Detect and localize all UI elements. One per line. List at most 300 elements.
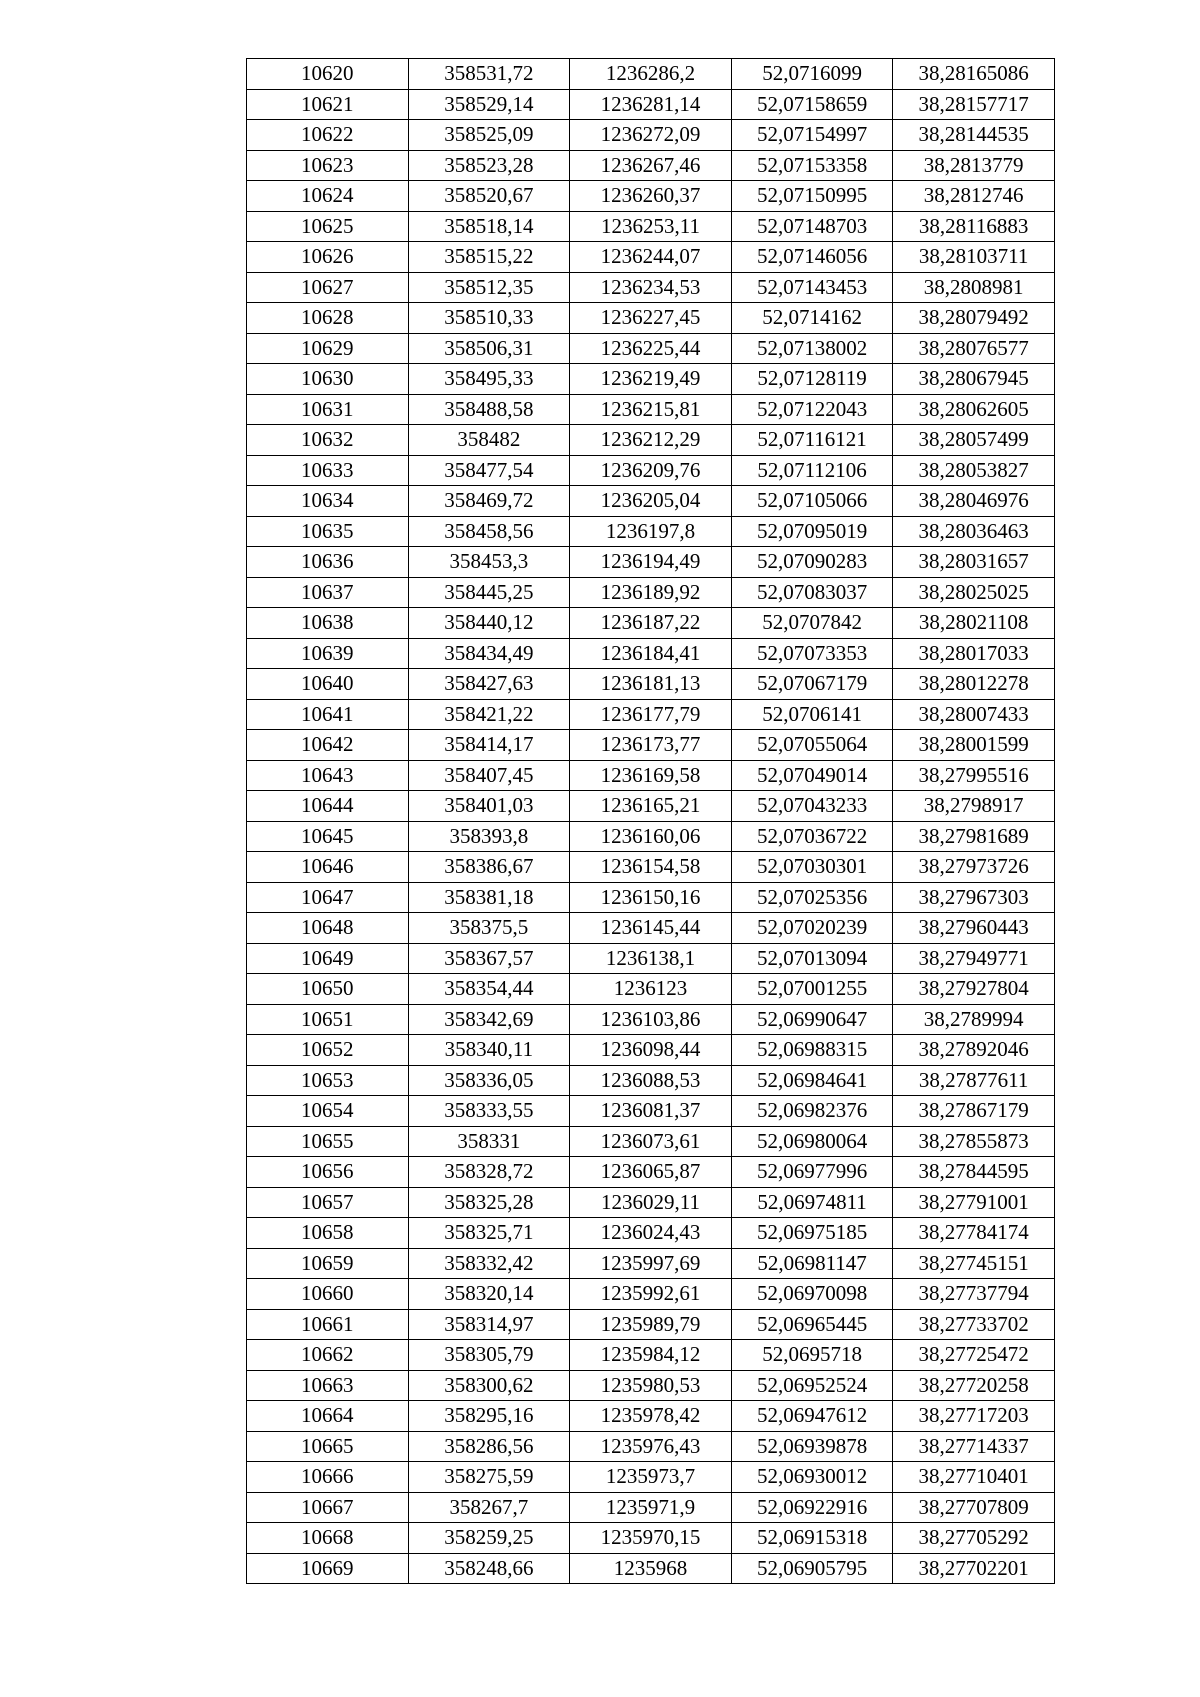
y-coordinate-cell: 1235970,15 [570, 1523, 732, 1554]
point-number-cell: 10620 [247, 59, 409, 90]
latitude-cell: 52,07049014 [731, 760, 893, 791]
y-coordinate-cell: 1236260,37 [570, 181, 732, 212]
longitude-cell: 38,27981689 [893, 821, 1055, 852]
y-coordinate-cell: 1236212,29 [570, 425, 732, 456]
longitude-cell: 38,27784174 [893, 1218, 1055, 1249]
latitude-cell: 52,07153358 [731, 150, 893, 181]
y-coordinate-cell: 1236088,53 [570, 1065, 732, 1096]
y-coordinate-cell: 1235989,79 [570, 1309, 732, 1340]
latitude-cell: 52,07146056 [731, 242, 893, 273]
latitude-cell: 52,0706141 [731, 699, 893, 730]
y-coordinate-cell: 1236073,61 [570, 1126, 732, 1157]
table-row [247, 760, 1055, 791]
latitude-cell: 52,0714162 [731, 303, 893, 334]
table-row [247, 943, 1055, 974]
x-coordinate-cell: 358453,3 [408, 547, 570, 578]
point-number-cell: 10650 [247, 974, 409, 1005]
y-coordinate-cell: 1236189,92 [570, 577, 732, 608]
y-coordinate-cell: 1236197,8 [570, 516, 732, 547]
table-row [247, 120, 1055, 151]
point-number-cell: 10652 [247, 1035, 409, 1066]
latitude-cell: 52,07158659 [731, 89, 893, 120]
point-number-cell: 10649 [247, 943, 409, 974]
longitude-cell: 38,28079492 [893, 303, 1055, 334]
y-coordinate-cell: 1236227,45 [570, 303, 732, 334]
longitude-cell: 38,2798917 [893, 791, 1055, 822]
x-coordinate-cell: 358314,97 [408, 1309, 570, 1340]
point-number-cell: 10623 [247, 150, 409, 181]
latitude-cell: 52,07154997 [731, 120, 893, 151]
x-coordinate-cell: 358333,55 [408, 1096, 570, 1127]
x-coordinate-cell: 358458,56 [408, 516, 570, 547]
point-number-cell: 10632 [247, 425, 409, 456]
table-row [247, 150, 1055, 181]
x-coordinate-cell: 358506,31 [408, 333, 570, 364]
x-coordinate-cell: 358340,11 [408, 1035, 570, 1066]
table-row [247, 1462, 1055, 1493]
x-coordinate-cell: 358518,14 [408, 211, 570, 242]
y-coordinate-cell: 1236225,44 [570, 333, 732, 364]
y-coordinate-cell: 1236209,76 [570, 455, 732, 486]
point-number-cell: 10621 [247, 89, 409, 120]
x-coordinate-cell: 358331 [408, 1126, 570, 1157]
y-coordinate-cell: 1235968 [570, 1553, 732, 1584]
latitude-cell: 52,07036722 [731, 821, 893, 852]
point-number-cell: 10634 [247, 486, 409, 517]
longitude-cell: 38,27714337 [893, 1431, 1055, 1462]
y-coordinate-cell: 1236253,11 [570, 211, 732, 242]
table-row [247, 242, 1055, 273]
y-coordinate-cell: 1236219,49 [570, 364, 732, 395]
latitude-cell: 52,0707842 [731, 608, 893, 639]
point-number-cell: 10664 [247, 1401, 409, 1432]
latitude-cell: 52,07043233 [731, 791, 893, 822]
longitude-cell: 38,28057499 [893, 425, 1055, 456]
x-coordinate-cell: 358332,42 [408, 1248, 570, 1279]
table-row [247, 1248, 1055, 1279]
latitude-cell: 52,07013094 [731, 943, 893, 974]
table-row [247, 1279, 1055, 1310]
x-coordinate-cell: 358367,57 [408, 943, 570, 974]
table-row [247, 59, 1055, 90]
point-number-cell: 10655 [247, 1126, 409, 1157]
x-coordinate-cell: 358375,5 [408, 913, 570, 944]
point-number-cell: 10665 [247, 1431, 409, 1462]
longitude-cell: 38,28157717 [893, 89, 1055, 120]
point-number-cell: 10625 [247, 211, 409, 242]
point-number-cell: 10646 [247, 852, 409, 883]
latitude-cell: 52,07116121 [731, 425, 893, 456]
point-number-cell: 10666 [247, 1462, 409, 1493]
longitude-cell: 38,28103711 [893, 242, 1055, 273]
table-row [247, 1340, 1055, 1371]
table-row [247, 791, 1055, 822]
point-number-cell: 10669 [247, 1553, 409, 1584]
y-coordinate-cell: 1236215,81 [570, 394, 732, 425]
table-row [247, 821, 1055, 852]
longitude-cell: 38,27725472 [893, 1340, 1055, 1371]
longitude-cell: 38,28025025 [893, 577, 1055, 608]
point-number-cell: 10656 [247, 1157, 409, 1188]
latitude-cell: 52,06974811 [731, 1187, 893, 1218]
table-row [247, 394, 1055, 425]
x-coordinate-cell: 358325,28 [408, 1187, 570, 1218]
longitude-cell: 38,28036463 [893, 516, 1055, 547]
latitude-cell: 52,06922916 [731, 1492, 893, 1523]
table-row [247, 181, 1055, 212]
coordinates-table [246, 58, 1055, 1584]
y-coordinate-cell: 1235992,61 [570, 1279, 732, 1310]
table-row [247, 1065, 1055, 1096]
y-coordinate-cell: 1236160,06 [570, 821, 732, 852]
x-coordinate-cell: 358320,14 [408, 1279, 570, 1310]
table-row [247, 1401, 1055, 1432]
latitude-cell: 52,06982376 [731, 1096, 893, 1127]
latitude-cell: 52,07122043 [731, 394, 893, 425]
table-row [247, 1492, 1055, 1523]
table-row [247, 516, 1055, 547]
x-coordinate-cell: 358381,18 [408, 882, 570, 913]
latitude-cell: 52,07083037 [731, 577, 893, 608]
table-row [247, 425, 1055, 456]
x-coordinate-cell: 358523,28 [408, 150, 570, 181]
point-number-cell: 10637 [247, 577, 409, 608]
longitude-cell: 38,28017033 [893, 638, 1055, 669]
x-coordinate-cell: 358515,22 [408, 242, 570, 273]
table-row [247, 1187, 1055, 1218]
longitude-cell: 38,27705292 [893, 1523, 1055, 1554]
latitude-cell: 52,07055064 [731, 730, 893, 761]
longitude-cell: 38,28031657 [893, 547, 1055, 578]
point-number-cell: 10629 [247, 333, 409, 364]
longitude-cell: 38,28067945 [893, 364, 1055, 395]
table-row [247, 1035, 1055, 1066]
x-coordinate-cell: 358495,33 [408, 364, 570, 395]
point-number-cell: 10643 [247, 760, 409, 791]
latitude-cell: 52,07105066 [731, 486, 893, 517]
table-row [247, 1431, 1055, 1462]
x-coordinate-cell: 358477,54 [408, 455, 570, 486]
point-number-cell: 10627 [247, 272, 409, 303]
x-coordinate-cell: 358414,17 [408, 730, 570, 761]
point-number-cell: 10631 [247, 394, 409, 425]
longitude-cell: 38,27877611 [893, 1065, 1055, 1096]
table-row [247, 1096, 1055, 1127]
latitude-cell: 52,07025356 [731, 882, 893, 913]
y-coordinate-cell: 1236024,43 [570, 1218, 732, 1249]
y-coordinate-cell: 1236169,58 [570, 760, 732, 791]
table-row [247, 455, 1055, 486]
x-coordinate-cell: 358393,8 [408, 821, 570, 852]
x-coordinate-cell: 358427,63 [408, 669, 570, 700]
y-coordinate-cell: 1236187,22 [570, 608, 732, 639]
table-row [247, 913, 1055, 944]
coordinates-table-body [247, 59, 1055, 1584]
latitude-cell: 52,06930012 [731, 1462, 893, 1493]
table-row [247, 669, 1055, 700]
y-coordinate-cell: 1236234,53 [570, 272, 732, 303]
point-number-cell: 10642 [247, 730, 409, 761]
latitude-cell: 52,06990647 [731, 1004, 893, 1035]
latitude-cell: 52,07148703 [731, 211, 893, 242]
point-number-cell: 10660 [247, 1279, 409, 1310]
x-coordinate-cell: 358295,16 [408, 1401, 570, 1432]
x-coordinate-cell: 358342,69 [408, 1004, 570, 1035]
table-row [247, 333, 1055, 364]
longitude-cell: 38,27973726 [893, 852, 1055, 883]
y-coordinate-cell: 1236184,41 [570, 638, 732, 669]
y-coordinate-cell: 1236181,13 [570, 669, 732, 700]
x-coordinate-cell: 358328,72 [408, 1157, 570, 1188]
latitude-cell: 52,06984641 [731, 1065, 893, 1096]
y-coordinate-cell: 1236173,77 [570, 730, 732, 761]
x-coordinate-cell: 358401,03 [408, 791, 570, 822]
latitude-cell: 52,06939878 [731, 1431, 893, 1462]
latitude-cell: 52,06981147 [731, 1248, 893, 1279]
longitude-cell: 38,27855873 [893, 1126, 1055, 1157]
point-number-cell: 10647 [247, 882, 409, 913]
x-coordinate-cell: 358305,79 [408, 1340, 570, 1371]
longitude-cell: 38,27927804 [893, 974, 1055, 1005]
x-coordinate-cell: 358275,59 [408, 1462, 570, 1493]
y-coordinate-cell: 1235973,7 [570, 1462, 732, 1493]
latitude-cell: 52,0695718 [731, 1340, 893, 1371]
longitude-cell: 38,27791001 [893, 1187, 1055, 1218]
x-coordinate-cell: 358325,71 [408, 1218, 570, 1249]
longitude-cell: 38,28076577 [893, 333, 1055, 364]
longitude-cell: 38,28116883 [893, 211, 1055, 242]
table-row [247, 1553, 1055, 1584]
table-row [247, 303, 1055, 334]
y-coordinate-cell: 1236154,58 [570, 852, 732, 883]
point-number-cell: 10633 [247, 455, 409, 486]
y-coordinate-cell: 1236065,87 [570, 1157, 732, 1188]
y-coordinate-cell: 1236098,44 [570, 1035, 732, 1066]
longitude-cell: 38,27949771 [893, 943, 1055, 974]
latitude-cell: 52,06980064 [731, 1126, 893, 1157]
table-row [247, 486, 1055, 517]
y-coordinate-cell: 1235976,43 [570, 1431, 732, 1462]
point-number-cell: 10638 [247, 608, 409, 639]
y-coordinate-cell: 1236267,46 [570, 150, 732, 181]
y-coordinate-cell: 1236123 [570, 974, 732, 1005]
y-coordinate-cell: 1235978,42 [570, 1401, 732, 1432]
longitude-cell: 38,2812746 [893, 181, 1055, 212]
point-number-cell: 10641 [247, 699, 409, 730]
x-coordinate-cell: 358300,62 [408, 1370, 570, 1401]
table-row [247, 882, 1055, 913]
latitude-cell: 52,06952524 [731, 1370, 893, 1401]
table-row [247, 1218, 1055, 1249]
latitude-cell: 52,06915318 [731, 1523, 893, 1554]
latitude-cell: 52,06975185 [731, 1218, 893, 1249]
point-number-cell: 10658 [247, 1218, 409, 1249]
table-row [247, 1370, 1055, 1401]
y-coordinate-cell: 1236286,2 [570, 59, 732, 90]
x-coordinate-cell: 358267,7 [408, 1492, 570, 1523]
latitude-cell: 52,06970098 [731, 1279, 893, 1310]
x-coordinate-cell: 358529,14 [408, 89, 570, 120]
point-number-cell: 10635 [247, 516, 409, 547]
point-number-cell: 10624 [247, 181, 409, 212]
point-number-cell: 10654 [247, 1096, 409, 1127]
latitude-cell: 52,07138002 [731, 333, 893, 364]
latitude-cell: 52,06977996 [731, 1157, 893, 1188]
point-number-cell: 10640 [247, 669, 409, 700]
point-number-cell: 10659 [247, 1248, 409, 1279]
x-coordinate-cell: 358336,05 [408, 1065, 570, 1096]
x-coordinate-cell: 358488,58 [408, 394, 570, 425]
y-coordinate-cell: 1235971,9 [570, 1492, 732, 1523]
latitude-cell: 52,07095019 [731, 516, 893, 547]
x-coordinate-cell: 358248,66 [408, 1553, 570, 1584]
latitude-cell: 52,06947612 [731, 1401, 893, 1432]
x-coordinate-cell: 358510,33 [408, 303, 570, 334]
longitude-cell: 38,27967303 [893, 882, 1055, 913]
latitude-cell: 52,07030301 [731, 852, 893, 883]
point-number-cell: 10626 [247, 242, 409, 273]
latitude-cell: 52,07090283 [731, 547, 893, 578]
point-number-cell: 10648 [247, 913, 409, 944]
point-number-cell: 10622 [247, 120, 409, 151]
longitude-cell: 38,27867179 [893, 1096, 1055, 1127]
longitude-cell: 38,27720258 [893, 1370, 1055, 1401]
y-coordinate-cell: 1236165,21 [570, 791, 732, 822]
latitude-cell: 52,07143453 [731, 272, 893, 303]
latitude-cell: 52,06988315 [731, 1035, 893, 1066]
x-coordinate-cell: 358469,72 [408, 486, 570, 517]
table-row [247, 730, 1055, 761]
table-row [247, 1004, 1055, 1035]
longitude-cell: 38,28144535 [893, 120, 1055, 151]
y-coordinate-cell: 1236244,07 [570, 242, 732, 273]
longitude-cell: 38,28021108 [893, 608, 1055, 639]
latitude-cell: 52,07150995 [731, 181, 893, 212]
y-coordinate-cell: 1236029,11 [570, 1187, 732, 1218]
latitude-cell: 52,06905795 [731, 1553, 893, 1584]
point-number-cell: 10636 [247, 547, 409, 578]
x-coordinate-cell: 358421,22 [408, 699, 570, 730]
x-coordinate-cell: 358445,25 [408, 577, 570, 608]
latitude-cell: 52,07067179 [731, 669, 893, 700]
y-coordinate-cell: 1236150,16 [570, 882, 732, 913]
latitude-cell: 52,0716099 [731, 59, 893, 90]
point-number-cell: 10645 [247, 821, 409, 852]
x-coordinate-cell: 358434,49 [408, 638, 570, 669]
x-coordinate-cell: 358531,72 [408, 59, 570, 90]
y-coordinate-cell: 1236272,09 [570, 120, 732, 151]
table-row [247, 364, 1055, 395]
y-coordinate-cell: 1236138,1 [570, 943, 732, 974]
x-coordinate-cell: 358386,67 [408, 852, 570, 883]
longitude-cell: 38,28165086 [893, 59, 1055, 90]
latitude-cell: 52,07112106 [731, 455, 893, 486]
table-row [247, 1126, 1055, 1157]
longitude-cell: 38,2808981 [893, 272, 1055, 303]
y-coordinate-cell: 1236281,14 [570, 89, 732, 120]
table-row [247, 608, 1055, 639]
longitude-cell: 38,2789994 [893, 1004, 1055, 1035]
table-row [247, 699, 1055, 730]
x-coordinate-cell: 358520,67 [408, 181, 570, 212]
table-row [247, 89, 1055, 120]
table-row [247, 1157, 1055, 1188]
y-coordinate-cell: 1236194,49 [570, 547, 732, 578]
latitude-cell: 52,07020239 [731, 913, 893, 944]
point-number-cell: 10662 [247, 1340, 409, 1371]
longitude-cell: 38,28012278 [893, 669, 1055, 700]
table-row [247, 272, 1055, 303]
longitude-cell: 38,28046976 [893, 486, 1055, 517]
longitude-cell: 38,27995516 [893, 760, 1055, 791]
x-coordinate-cell: 358407,45 [408, 760, 570, 791]
longitude-cell: 38,28001599 [893, 730, 1055, 761]
point-number-cell: 10651 [247, 1004, 409, 1035]
table-row [247, 852, 1055, 883]
table-row [247, 1523, 1055, 1554]
longitude-cell: 38,27717203 [893, 1401, 1055, 1432]
x-coordinate-cell: 358512,35 [408, 272, 570, 303]
y-coordinate-cell: 1235984,12 [570, 1340, 732, 1371]
table-row [247, 577, 1055, 608]
table-row [247, 974, 1055, 1005]
point-number-cell: 10663 [247, 1370, 409, 1401]
longitude-cell: 38,27737794 [893, 1279, 1055, 1310]
table-row [247, 638, 1055, 669]
longitude-cell: 38,27844595 [893, 1157, 1055, 1188]
point-number-cell: 10644 [247, 791, 409, 822]
longitude-cell: 38,28053827 [893, 455, 1055, 486]
point-number-cell: 10653 [247, 1065, 409, 1096]
longitude-cell: 38,27733702 [893, 1309, 1055, 1340]
table-row [247, 211, 1055, 242]
longitude-cell: 38,27892046 [893, 1035, 1055, 1066]
longitude-cell: 38,28007433 [893, 699, 1055, 730]
longitude-cell: 38,2813779 [893, 150, 1055, 181]
y-coordinate-cell: 1236205,04 [570, 486, 732, 517]
point-number-cell: 10668 [247, 1523, 409, 1554]
point-number-cell: 10667 [247, 1492, 409, 1523]
point-number-cell: 10630 [247, 364, 409, 395]
longitude-cell: 38,27960443 [893, 913, 1055, 944]
x-coordinate-cell: 358482 [408, 425, 570, 456]
x-coordinate-cell: 358354,44 [408, 974, 570, 1005]
longitude-cell: 38,28062605 [893, 394, 1055, 425]
point-number-cell: 10661 [247, 1309, 409, 1340]
point-number-cell: 10639 [247, 638, 409, 669]
latitude-cell: 52,07073353 [731, 638, 893, 669]
x-coordinate-cell: 358286,56 [408, 1431, 570, 1462]
table-row [247, 547, 1055, 578]
y-coordinate-cell: 1235997,69 [570, 1248, 732, 1279]
point-number-cell: 10628 [247, 303, 409, 334]
longitude-cell: 38,27702201 [893, 1553, 1055, 1584]
x-coordinate-cell: 358440,12 [408, 608, 570, 639]
table-row [247, 1309, 1055, 1340]
longitude-cell: 38,27710401 [893, 1462, 1055, 1493]
latitude-cell: 52,07001255 [731, 974, 893, 1005]
latitude-cell: 52,07128119 [731, 364, 893, 395]
y-coordinate-cell: 1236177,79 [570, 699, 732, 730]
longitude-cell: 38,27745151 [893, 1248, 1055, 1279]
latitude-cell: 52,06965445 [731, 1309, 893, 1340]
y-coordinate-cell: 1236103,86 [570, 1004, 732, 1035]
point-number-cell: 10657 [247, 1187, 409, 1218]
x-coordinate-cell: 358525,09 [408, 120, 570, 151]
y-coordinate-cell: 1236145,44 [570, 913, 732, 944]
y-coordinate-cell: 1236081,37 [570, 1096, 732, 1127]
y-coordinate-cell: 1235980,53 [570, 1370, 732, 1401]
